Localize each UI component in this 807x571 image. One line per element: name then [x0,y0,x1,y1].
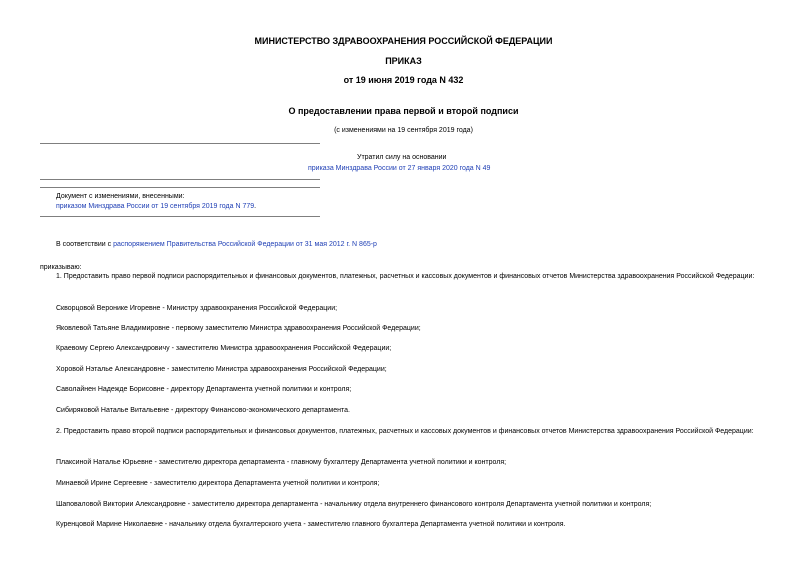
list-item: Яковлевой Татьяне Владимировне - первому заместителю Министра здравоохранения Российской Федерации; [56,325,421,332]
amending-order-link[interactable]: приказом Минздрава России от 19 сентября 2019 года N 779 [56,203,255,210]
list-item: Саволайнен Надежде Борисовне - директору Департамента учетной политики и контроля; [56,386,352,393]
divider [40,143,320,144]
divider [40,179,320,180]
list-item: Минаевой Ирине Сергеевне - заместителю директора Департамента учетной политики и контроля; [56,480,380,487]
government-order-link[interactable]: распоряжением Правительства Российской Федерации от 31 мая 2012 г. N 865-р [113,241,377,248]
repeal-note: Утратил силу на основании [357,154,447,161]
list-item: Шаповаловой Виктории Александровне - заместителю директора департамента - начальнику отдела внутреннего финансового контроля Департамента учетной политики и контроля; [56,501,652,508]
section-1-paragraph [40,272,768,282]
list-item: Скворцовой Веронике Игоревне - Министру здравоохранения Российской Федерации; [56,305,338,312]
changes-note: (с изменениями на 19 сентября 2019 года) [334,127,473,134]
intro-paragraph [56,240,377,250]
list-item: Сибиряковой Наталье Витальевне - директору Финансово-экономического департамента. [56,407,350,414]
changes-link-line [56,202,256,212]
link-suffix: . [254,203,257,210]
order-word: приказываю: [40,264,82,271]
intro-prefix: В соответствии с [56,241,114,248]
section-2-paragraph [40,427,768,437]
document-title: О предоставлении права первой и второй подписи [288,106,519,116]
changes-label: Документ с изменениями, внесенными: [56,193,185,200]
section-1-text: 1. Предоставить право первой подписи распорядительных и финансовых документов, платежных, расчетных и кассовых документов и финансовых отчетов Министерства здравоохранения Российской Федерации: [56,273,755,280]
date-number-heading: от 19 июня 2019 года N 432 [343,75,464,85]
ministry-heading: МИНИСТЕРСТВО ЗДРАВООХРАНЕНИЯ РОССИЙСКОЙ ФЕДЕРАЦИИ [254,36,553,46]
repeal-order-link[interactable]: приказа Минздрава России от 27 января 2020 года N 49 [308,165,491,172]
divider [40,216,320,217]
list-item: Куренцовой Марине Николаевне - начальнику отдела бухгалтерского учета - заместителю главного бухгалтера Департамента учетной политики и контроля. [56,521,566,528]
list-item: Краевому Сергею Александровичу - заместителю Министра здравоохранения Российской Федерации; [56,345,392,352]
section-2-text: 2. Предоставить право второй подписи распорядительных и финансовых документов, платежных, расчетных и кассовых документов и финансовых отчетов Министерства здравоохранения Российской Федерации: [56,428,754,435]
list-item: Хоровой Нэталье Александровне - заместителю Министра здравоохранения Российской Федерации; [56,366,387,373]
doc-type-heading: ПРИКАЗ [385,56,422,66]
divider [40,187,320,188]
list-item: Плаксиной Наталье Юрьевне - заместителю директора департамента - главному бухгалтеру Департамента учетной политики и контроля; [56,459,507,466]
